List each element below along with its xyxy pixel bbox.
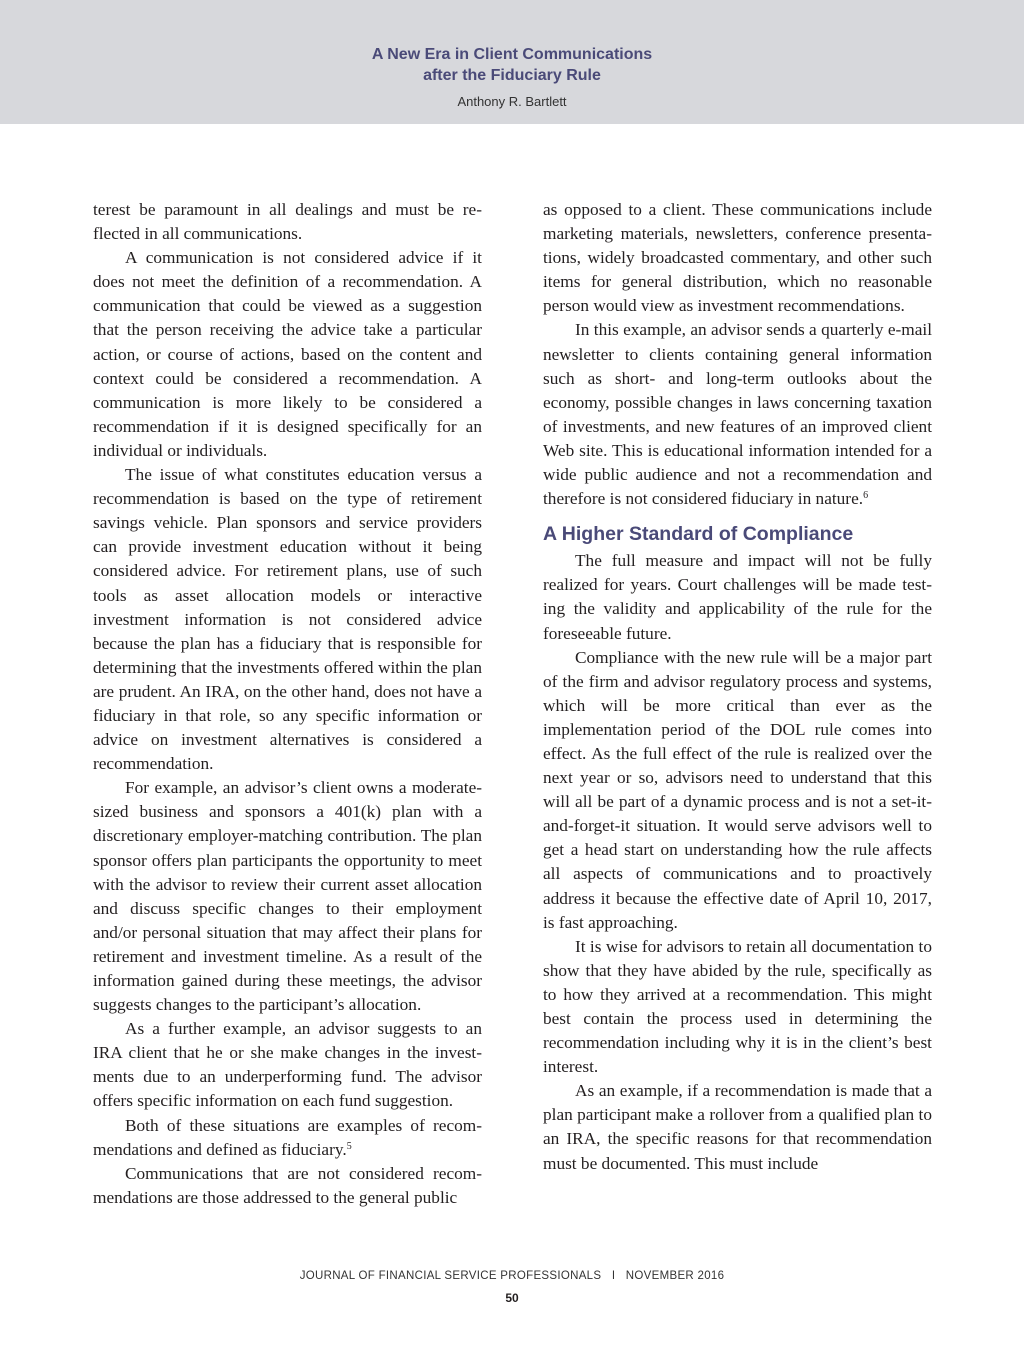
paragraph-with-footnote (543, 318, 932, 511)
running-header (0, 0, 1024, 124)
article-title-line-2: after the Fiduciary Rule (423, 67, 601, 84)
paragraph: As a further example, an advisor suggests to an IRA client that he or she make changes in the investments due to an underperforming fund. The advisor offers specific information on each fund suggestion. (93, 1019, 482, 1111)
paragraph-text: Both of these situations are examples of recommendations and defined as fiduciary. (93, 1115, 482, 1159)
article-author: Anthony R. Bartlett (457, 94, 567, 109)
paragraph: For example, an advisor’s client owns a moderate-sized business and sponsors a 401(k) plan with a discretionary employer-matching contribution. The plan sponsor offers plan participants the opportunity to meet with the advisor to review their current asset allocation and discuss specific changes to their employment and/or personal situation that may affect their plans for retirement and investment timeline. As a result of the information gained during these meetings, the advisor suggests changes to the participant’s allocation. (93, 778, 482, 1015)
paragraph-text: In this example, an advisor sends a quarterly e-mail newsletter to clients containing general information such as short- and long-term outlooks about the economy, possible changes in laws concerning taxation of investments, and new features of an improved client Web site. This is educational information intended for a wide public audience and not a recommendation and therefore is not considered fiduciary in nature. (543, 320, 932, 509)
paragraph: The issue of what constitutes education versus a recommendation is based on the type of retirement savings vehicle. Plan sponsors and service providers can provide investment education without it being considered advice. For retirement plans, use of such tools as asset allocation models or interactive investment information is not considered advice because the plan has a fiduciary that is responsible for determining that the investments offered within the plan are prudent. An IRA, on the other hand, does not have a fiduciary in that role, so any specific information or advice on investment alternatives is considered a recommendation. (93, 465, 482, 774)
paragraph: Compliance with the new rule will be a major part of the firm and advisor regulatory process and systems, which will be more critical than ever as the implementation period of the DOL rule comes into effect. As the full effect of the rule is realized over the next year or so, advisors need to understand that this will all be part of a dynamic process and is not a set-it-and-forget-it situation. It would serve advisors well to get a head start on understanding how the rule affects all aspects of communications and to proactively address it because the effective date of April 10, 2017, is fast approaching. (543, 647, 932, 932)
journal-footer: JOURNAL OF FINANCIAL SERVICE PROFESSIONALS I NOVEMBER 2016 (299, 1270, 725, 1282)
right-column (543, 198, 932, 1176)
section-heading: A Higher Standard of Compliance (543, 523, 854, 546)
paragraph: Communications that are not considered recommendations are those addressed to the general public (93, 1163, 482, 1207)
article-title-line-1: A New Era in Client Communications (371, 46, 653, 63)
page-number: 50 (505, 1291, 519, 1305)
left-column (93, 198, 482, 1210)
paragraph: as opposed to a client. These communications include marketing materials, newsletters, conference presentations, widely broadcasted commentary, and other such items for general distribution, which no reasonable person would view as investment recommendations. (543, 200, 932, 316)
paragraph-with-footnote (93, 1114, 482, 1162)
paragraph: It is wise for advisors to retain all documentation to show that they have abided by the rule, specifically as to how they arrived at a recommendation. This might best contain the process used in determining the recommendation including why it is in the client’s best interest. (543, 936, 932, 1077)
footnote-reference: 5 (346, 1140, 352, 1152)
paragraph: A communication is not considered advice if it does not meet the definition of a recommendation. A communication that could be viewed as a suggestion that the person receiving the advice take a particular action, or course of actions, based on the content and context could be considered a recommendation. A communication is more likely to be considered a recommendation if it is designed specifically for an individual or individuals. (93, 248, 482, 460)
paragraph: The full measure and impact will not be fully realized for years. Court challenges will be made testing the validity and applicability of the rule for the foreseeable future. (543, 551, 932, 643)
paragraph: As an example, if a recommendation is made that a plan participant make a rollover from a qualified plan to an IRA, the specific reasons for that recommendation must be documented. This must include (543, 1081, 932, 1173)
footnote-reference: 6 (863, 490, 869, 502)
paragraph: terest be paramount in all dealings and must be reflected in all communications. (93, 200, 482, 244)
